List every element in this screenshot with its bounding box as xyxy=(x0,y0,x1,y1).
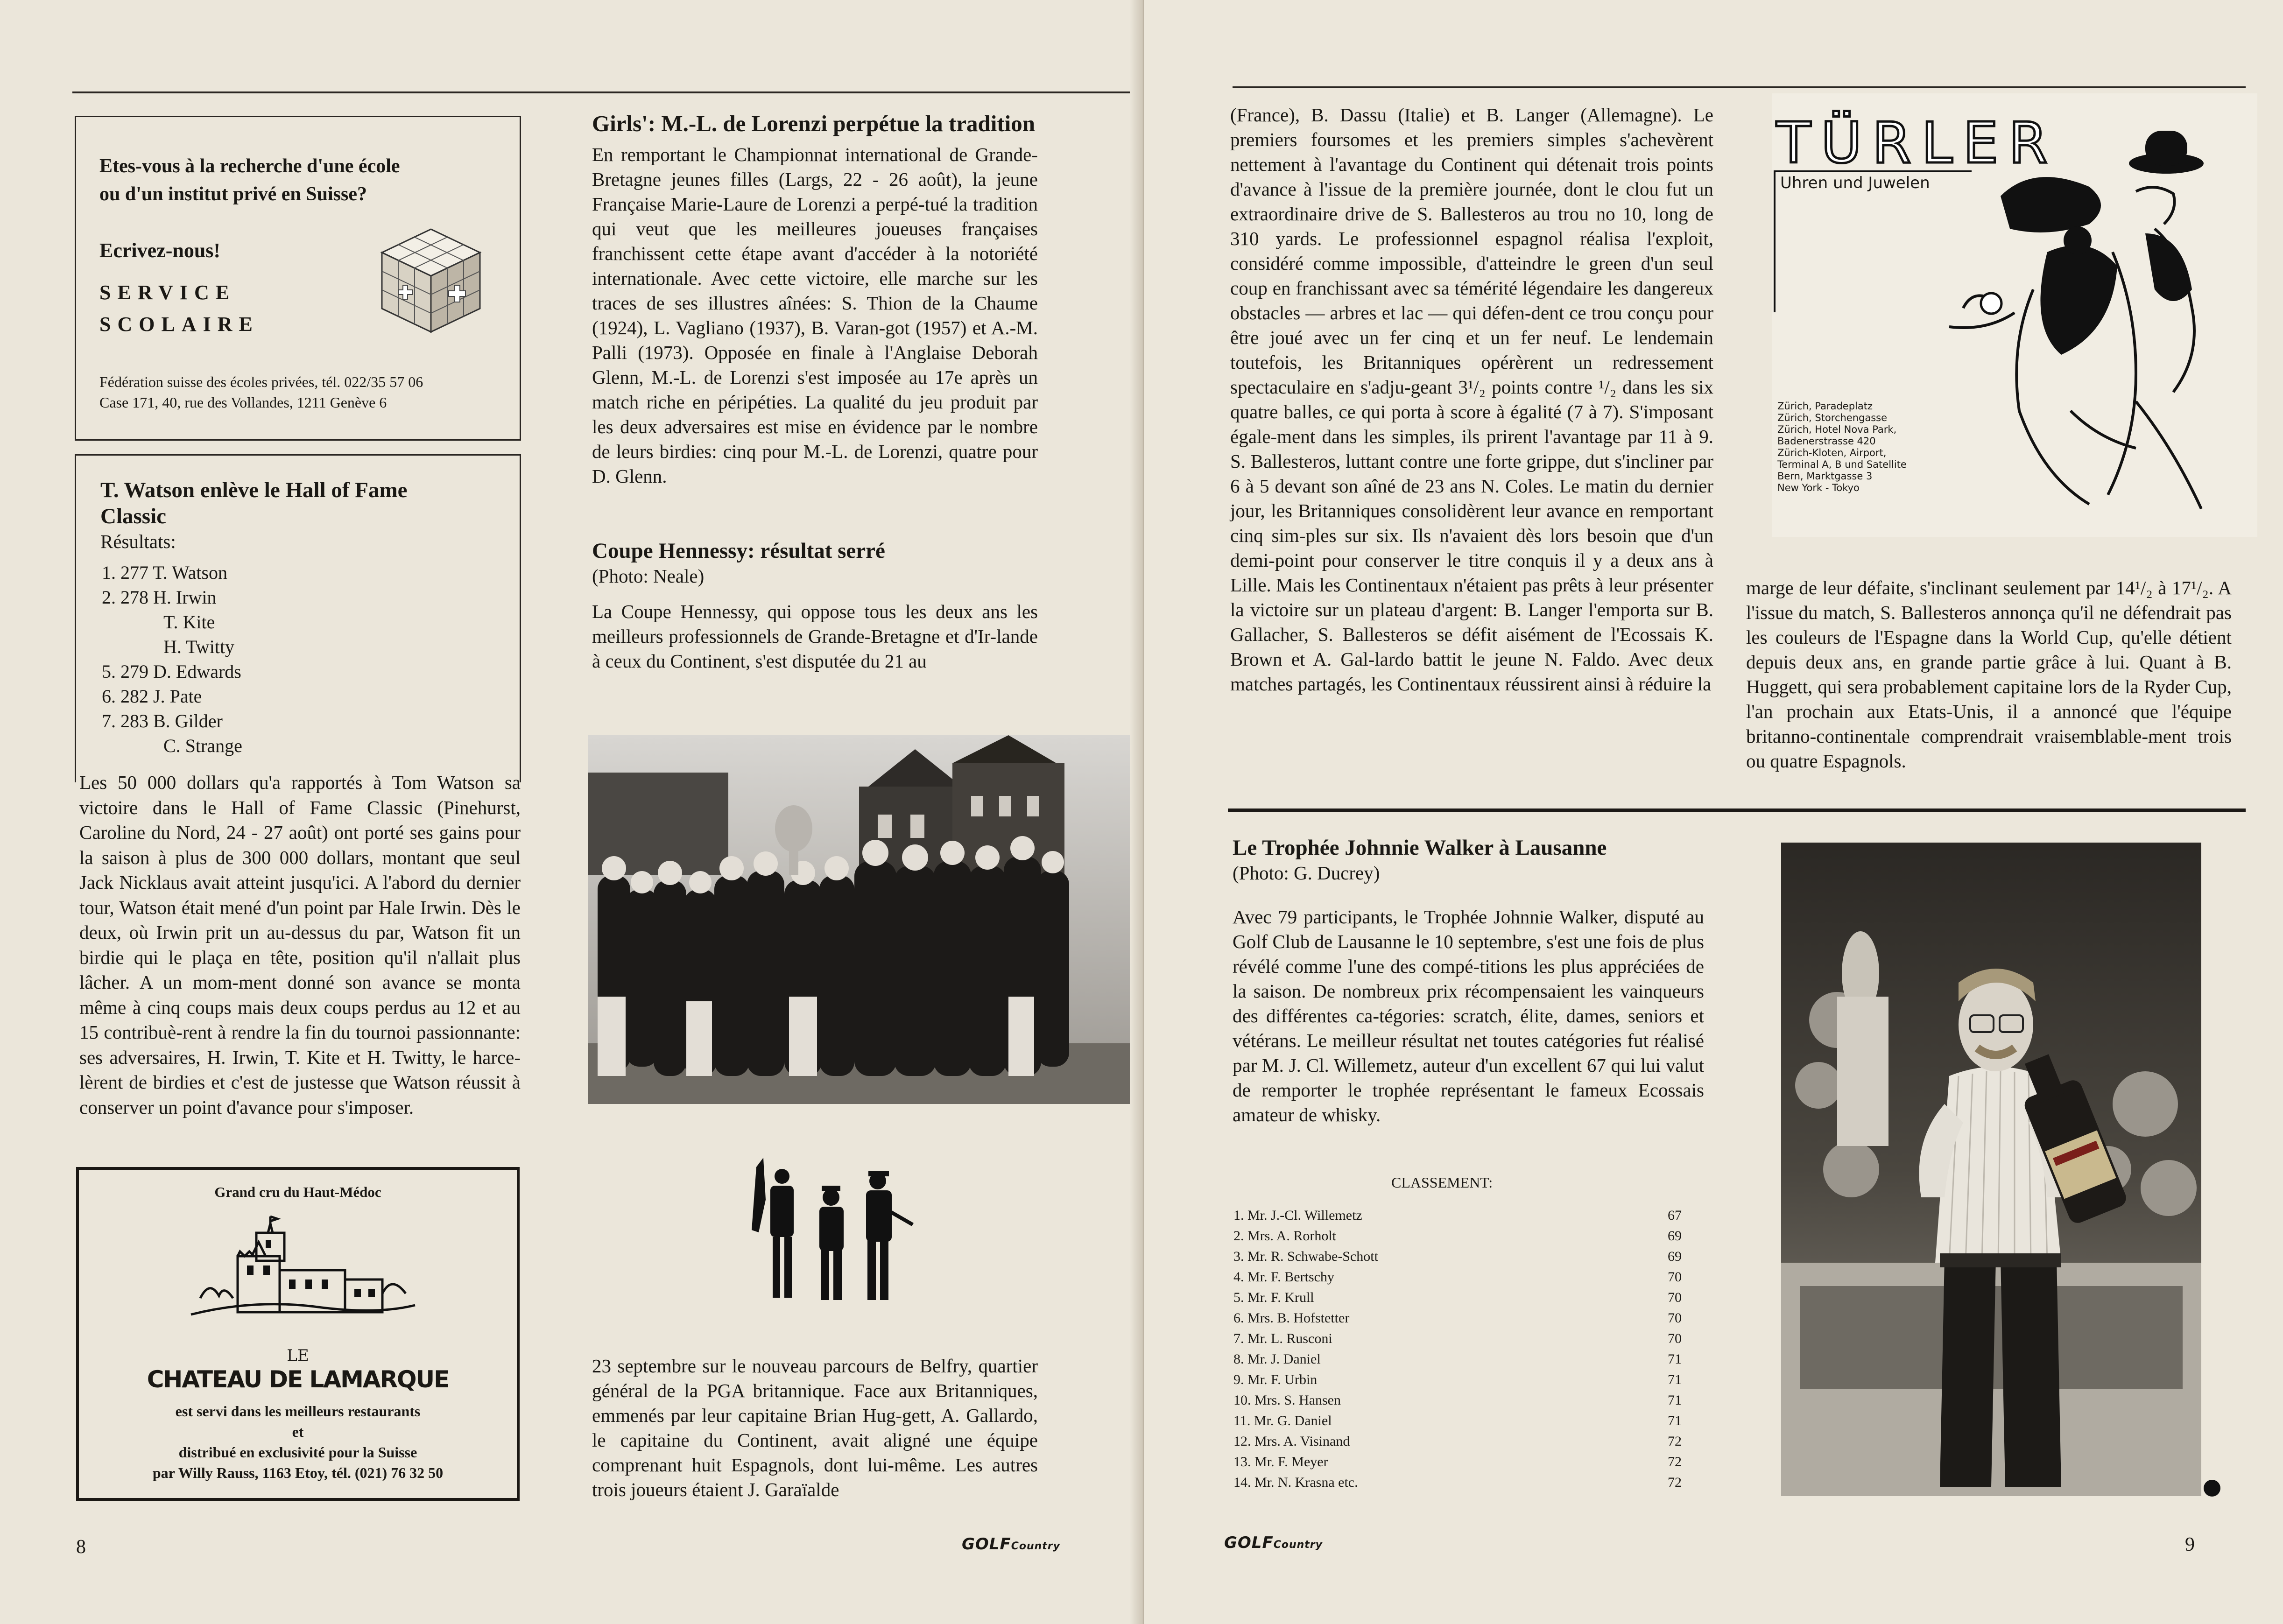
classement-label: CLASSEMENT: xyxy=(1391,1174,1493,1191)
hennessy-continuation-2 xyxy=(1746,576,2232,773)
turler-address: New York - Tokyo xyxy=(1777,482,1860,493)
classement-name: 3. Mr. R. Schwabe-Schott xyxy=(1233,1249,1378,1264)
turler-addresses xyxy=(1777,401,1907,494)
classement-row xyxy=(1233,1349,1682,1370)
johnnie-photo-credit: (Photo: G. Ducrey) xyxy=(1233,862,1380,884)
watson-body-text: Les 50 000 dollars qu'a rapportés à Tom Watson sa victoire dans le Hall of Fame Classic (Pinehurst, Caroline du Nord, 24 - 27 août) ont porté ses gains pour la saison à plus de 300 000 dollars, montant que seul Jack Nicklaus avait atteint jusqu'ici. A l'abord du dernier tour, Watson était mené d'un point par Hale Irwin. Dès le deux, où Irwin prit un au-dessus du par, Watson fit un birdie qui le plaça en tête, position qu'il n'allait plus lâcher. A un mom-ment donné son avance se monta même à cinq coups mais deux coups perdus au 12 et au 15 contribuè-rent à rendre la fin du tournoi passionnante: ses adversaires, H. Irwin, T. Kite et H. Twitty, le harce-lèrent de birdies et c'est de justesse que Watson réussit à conserver un point d'avance pour s'imposer. xyxy=(79,772,521,1118)
classement-row xyxy=(1233,1205,1682,1226)
school-ad-cta: Ecrivez-nous! xyxy=(99,239,221,262)
johnnie-article xyxy=(1233,835,1704,1127)
hennessy-body-text: La Coupe Hennessy, qui oppose tous les deux ans les meilleurs professionnels de Grande-Bretagne et d'Ir-lande à ceux du Continent, s'est disputée du 21 au xyxy=(592,601,1038,672)
classement-row xyxy=(1233,1411,1682,1431)
classement-row xyxy=(1233,1472,1682,1493)
classement-score: 70 xyxy=(1668,1269,1682,1285)
school-ad-contact2: Case 171, 40, rue des Vollandes, 1211 Genève 6 xyxy=(99,394,387,411)
lamarque-name: CHATEAU DE LAMARQUE xyxy=(147,1366,449,1393)
turler-address: Zürich, Storchengasse xyxy=(1777,412,1888,423)
girls-body xyxy=(592,142,1038,489)
classement-score: 70 xyxy=(1668,1290,1682,1305)
logo-golf: GOLF xyxy=(1224,1533,1274,1552)
golf-country-logo xyxy=(1224,1533,1323,1552)
golfers-drawing-icon xyxy=(738,1148,924,1316)
lamarque-ad xyxy=(76,1167,520,1501)
classement-name: 1. Mr. J.-Cl. Willemetz xyxy=(1233,1208,1362,1223)
turler-ad xyxy=(1772,93,2257,537)
classement-name: 6. Mrs. B. Hofstetter xyxy=(1233,1310,1350,1326)
result-row: 6. 282 J. Pate xyxy=(102,686,202,707)
swiss-cube-icon xyxy=(375,225,487,337)
classement-row xyxy=(1233,1267,1682,1287)
classement-score: 69 xyxy=(1668,1249,1682,1264)
turler-address: Terminal A, B und Satellite xyxy=(1777,459,1907,470)
watson-results xyxy=(102,560,242,758)
result-row: 5. 279 D. Edwards xyxy=(102,661,241,682)
lamarque-top: Grand cru du Haut-Médoc xyxy=(214,1184,381,1200)
school-ad-line2: ou d'un institut privé en Suisse? xyxy=(99,183,367,205)
classement-row xyxy=(1233,1370,1682,1390)
classement-row xyxy=(1233,1390,1682,1411)
result-row: 2. 278 H. Irwin xyxy=(102,587,217,608)
classement-score: 71 xyxy=(1668,1413,1682,1428)
classement-name: 11. Mr. G. Daniel xyxy=(1233,1413,1332,1428)
logo-country: Country xyxy=(1011,1540,1060,1552)
watson-article-head xyxy=(100,477,474,554)
hennessy-cont-text: (France), B. Dassu (Italie) et B. Langer (Allemagne). Le premiers foursomes et les premiers simples s'achevèrent nettement à l'avantage du Continent qui détenait trois points d'avance à l'issue de la première journée, dont le clou fut un extraordinaire drive de S. Ballesteros au trou no 10, long de 310 yards. Le professionnel espagnol réalisa l'exploit, considéré comme impossible, d'atteindre le green d'un seul coup en franchissant avec sa témérité légendaire les dangereux obstacles — arbres et lac — qui défen-dent ce trou conçu pour être joué avec un fer cinq et un fer neuf. Le lendemain toutefois, les Britanniques opérèrent un redressement spectaculaire en s'adju-geant 3¹/₂ points contre ¹/₂ dans les six quatre balles, ce qui porta à score à égalité (7 à 7). S'imposant égale-ment dans les simples, ils prirent l'avantage par 11 à 9. S. Ballesteros, luttant contre une forte grippe, dut s'incliner par 6 à 5 devant son aîné de 23 ans N. Coles. Le matin du dernier jour, les Britanniques consolidèrent leur avance en remportant cinq sim-ples sur six. Ils n'avaient dès lors besoin que d'un demi-point pour conserver le titre conquis il y a deux ans à Lille. Mais les Continentaux n'étaient pas prêts à leur présenter la victoire sur un plateau d'argent: B. Langer l'emporta sur B. Gallacher, S. Ballesteros se défit aisément de l'Ecossais K. Brown et A. Gal-lardo battit le jeune N. Faldo. Avec deux matches partagés, les Continentaux réussirent ainsi à réduire la xyxy=(1230,104,1713,695)
classement-score: 70 xyxy=(1668,1310,1682,1326)
classement-name: 13. Mr. F. Meyer xyxy=(1233,1454,1328,1469)
logo-country: Country xyxy=(1273,1539,1323,1551)
watson-results-label: Résultats: xyxy=(100,531,176,552)
johnnie-winner-photo xyxy=(1781,843,2201,1496)
winner-photo-image xyxy=(1781,843,2201,1496)
hennessy-article xyxy=(592,538,1038,674)
hennessy-body xyxy=(592,599,1038,674)
hennessy-body-cont xyxy=(592,1354,1038,1502)
classement-name: 10. Mrs. S. Hansen xyxy=(1233,1392,1341,1408)
school-ad-contact1: Fédération suisse des écoles privées, tél. 022/35 57 06 xyxy=(99,373,423,390)
classement-name: 2. Mrs. A. Rorholt xyxy=(1233,1228,1337,1244)
turler-address: Badenerstrasse 420 xyxy=(1777,436,1876,447)
result-row: H. Twitty xyxy=(163,636,235,657)
classement-table xyxy=(1233,1205,1682,1493)
classement-row xyxy=(1233,1308,1682,1329)
watson-title: T. Watson enlève le Hall of Fame Classic xyxy=(100,478,408,528)
classement-score: 71 xyxy=(1668,1351,1682,1367)
lamarque-line1: est servi dans les meilleurs restaurants xyxy=(175,1403,421,1420)
turler-address: Zürich, Hotel Nova Park, xyxy=(1777,424,1897,435)
school-ad xyxy=(75,116,521,441)
hennessy-continuation xyxy=(1230,103,1713,696)
johnnie-body-text: Avec 79 participants, le Trophée Johnnie Walker, disputé au Golf Club de Lausanne le 10 septembre, s'est une fois de plus révélé comme l'une des compé-titions les plus appréciées de la saison. De nombreux prix récompensaient les vainqueurs des différentes ca-tégories: scratch, élite, dames, seniors et vétérans. Le meilleur résultat net toutes catégories fut réalisé par M. J. Cl. Willemetz, auteur d'un excellent 67 qui lui valut de remporter le trophée représentant le fameux Ecossais amateur de whisky. xyxy=(1233,906,1704,1125)
logo-golf: GOLF xyxy=(962,1535,1011,1554)
hennessy-cont-text-2: marge de leur défaite, s'inclinant seulement par 14¹/₂ à 17¹/₂. A l'issue du match, S. Ballesteros annonça qu'il ne défendrait pas les couleurs de l'Espagne dans la World Cup, qu'elle détient depuis deux ans, en grande partie grâce à lui. Quant à B. Huggett, qui sera probablement capitaine lors de la Ryder Cup, l'an prochain aux Etats-Unis, il a annoncé que l'équipe britanno-continentale comprendrait vraisemblable-ment trois ou quatre Espagnols. xyxy=(1746,577,2232,772)
page-number: 9 xyxy=(2185,1534,2195,1555)
result-row: C. Strange xyxy=(163,735,242,756)
classement-name: 14. Mr. N. Krasna etc. xyxy=(1233,1475,1358,1490)
classement-row xyxy=(1233,1226,1682,1246)
turler-address: Zürich, Paradeplatz xyxy=(1777,401,1873,412)
hennessy-photo-credit: (Photo: Neale) xyxy=(592,565,705,587)
result-row: T. Kite xyxy=(163,612,215,633)
hennessy-title: Coupe Hennessy: résultat serré xyxy=(592,539,885,563)
school-ad-line1: Etes-vous à la recherche d'une école xyxy=(99,155,400,177)
classement-row xyxy=(1233,1431,1682,1452)
lamarque-line2: et xyxy=(292,1423,304,1440)
team-photo-image xyxy=(588,735,1130,1104)
classement-name: 4. Mr. F. Bertschy xyxy=(1233,1269,1334,1285)
classement-score: 67 xyxy=(1668,1208,1682,1223)
golf-country-logo xyxy=(962,1535,1060,1554)
lamarque-line3: distribué en exclusivité pour la Suisse xyxy=(178,1444,417,1461)
classement-name: 12. Mrs. A. Visinand xyxy=(1233,1434,1350,1449)
girls-title: Girls': M.-L. de Lorenzi perpétue la tradition xyxy=(592,111,1036,136)
classement-score: 72 xyxy=(1668,1454,1682,1469)
page-number: 8 xyxy=(76,1536,86,1558)
top-rule xyxy=(1233,86,2246,88)
turler-brand: TÜRLER xyxy=(1776,111,2058,176)
classement-row xyxy=(1233,1287,1682,1308)
girls-article xyxy=(592,111,1038,489)
classement-score: 70 xyxy=(1668,1331,1682,1346)
lamarque-line4: par Willy Rauss, 1163 Etoy, tél. (021) 76 32 50 xyxy=(152,1464,444,1481)
top-rule xyxy=(72,91,1134,93)
girls-body-text: En remportant le Championnat international de Grande-Bretagne jeunes filles (Largs, 22 - 26 août), la jeune Française Marie-Laure de Lorenzi a perpé-tué la tradition qui veut que les meilleures joueuses françaises franchissent cette étape avant d'accéder à la notoriété internationale. Avec cette victoire, elle marche sur les traces de ses illustres aînées: S. Thion de la Chaume (1924), L. Vagliano (1937), B. Varan-got (1957) et A.-M. Palli (1973). Opposée en finale à l'Anglaise Deborah Glenn, M.-L. de Lorenzi s'est imposée au 17e après un match riche en péripéties. La qualité du jeu produit par les deux adversaires est mise en évidence par le nombre de leurs birdies: cinq pour M.-L. de Lorenzi, quatre pour D. Glenn. xyxy=(592,144,1038,487)
turler-tagline: Uhren und Juwelen xyxy=(1780,174,1930,192)
classement-row xyxy=(1233,1246,1682,1267)
hennessy-body-text-2: 23 septembre sur le nouveau parcours de Belfry, quartier général de la PGA britannique. Face aux Britanniques, emmenés par leur capitaine Brian Hug-gett, A. Gallardo, le capitaine du Continent, avait aligné une équipe comprenant huit Espagnols, dont lui-même. Les autres trois joueurs étaient J. Garaïalde xyxy=(592,1355,1038,1500)
school-ad-service: SERVICE xyxy=(99,281,236,304)
school-ad-contact xyxy=(99,372,423,413)
classement-row xyxy=(1233,1329,1682,1349)
classement-name: 7. Mr. L. Rusconi xyxy=(1233,1331,1332,1346)
result-row: 1. 277 T. Watson xyxy=(102,562,228,583)
classement-score: 69 xyxy=(1668,1228,1682,1244)
johnnie-body xyxy=(1233,905,1704,1127)
classement-score: 72 xyxy=(1668,1434,1682,1449)
turler-illustration-icon xyxy=(1893,112,2257,532)
classement-score: 71 xyxy=(1668,1372,1682,1387)
lamarque-le: LE xyxy=(287,1346,309,1365)
classement-score: 71 xyxy=(1668,1392,1682,1408)
watson-body xyxy=(79,770,521,1120)
classement-name: 9. Mr. F. Urbin xyxy=(1233,1372,1318,1387)
hennessy-team-photo xyxy=(588,735,1130,1104)
section-rule xyxy=(1228,808,2246,812)
classement-name: 5. Mr. F. Krull xyxy=(1233,1290,1314,1305)
turler-address: Zürich-Kloten, Airport, xyxy=(1777,447,1887,458)
classement-row xyxy=(1233,1452,1682,1472)
school-ad-scolaire: SCOLAIRE xyxy=(99,313,259,336)
johnnie-title: Le Trophée Johnnie Walker à Lausanne xyxy=(1233,836,1607,860)
classement-score: 72 xyxy=(1668,1475,1682,1490)
turler-address: Bern, Marktgasse 3 xyxy=(1777,471,1873,482)
classement-name: 8. Mr. J. Daniel xyxy=(1233,1351,1321,1367)
right-page xyxy=(1144,0,2283,1624)
lamarque-lines xyxy=(79,1401,517,1483)
school-ad-question xyxy=(99,152,400,208)
result-row: 7. 283 B. Gilder xyxy=(102,710,223,731)
end-mark-dot xyxy=(2204,1480,2220,1497)
chateau-drawing-icon xyxy=(182,1214,424,1326)
left-page xyxy=(0,0,1139,1624)
